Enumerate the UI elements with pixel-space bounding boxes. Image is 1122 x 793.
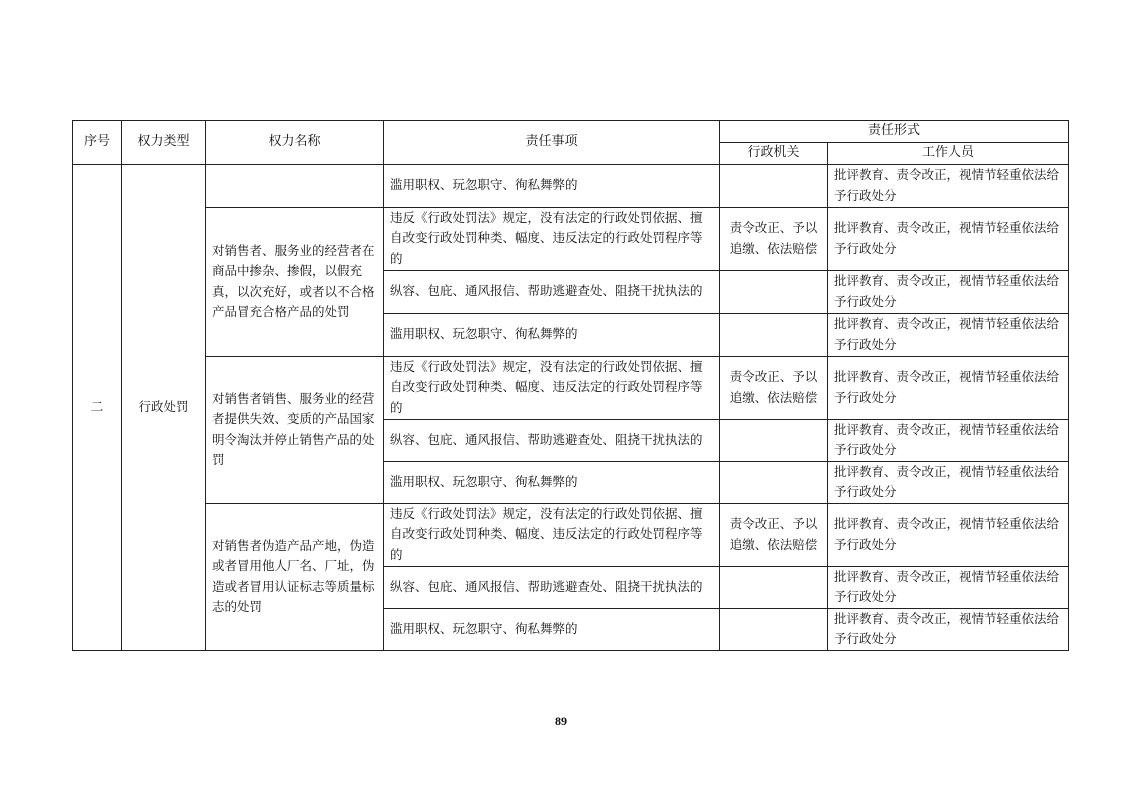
staff-cell: 批评教育、责令改正，视情节轻重依法给予行政处分	[828, 313, 1069, 356]
agency-cell: 责令改正、予以追缴、依法赔偿	[720, 207, 828, 270]
power-type-cell: 行政处罚	[122, 164, 206, 650]
header-form: 责任形式	[720, 121, 1069, 143]
power-name-cell: 对销售者销售、服务业的经营者提供失效、变质的产品国家明令淘汰并停止销售产品的处罚	[206, 356, 384, 503]
agency-cell	[720, 270, 828, 313]
header-seq: 序号	[73, 121, 122, 165]
staff-cell: 批评教育、责令改正，视情节轻重依法给予行政处分	[828, 164, 1069, 207]
duty-cell: 违反《行政处罚法》规定，没有法定的行政处罚依据、擅自改变行政处罚种类、幅度、违反法定的行政处罚程序等的	[384, 207, 720, 270]
staff-cell: 批评教育、责令改正，视情节轻重依法给予行政处分	[828, 356, 1069, 419]
duty-cell: 纵容、包庇、通风报信、帮助逃避查处、阻挠干扰执法的	[384, 270, 720, 313]
duty-cell: 滥用职权、玩忽职守、徇私舞弊的	[384, 164, 720, 207]
header-power-name: 权力名称	[206, 121, 384, 165]
table-row	[73, 207, 1069, 270]
staff-cell: 批评教育、责令改正，视情节轻重依法给予行政处分	[828, 503, 1069, 566]
header-duty: 责任事项	[384, 121, 720, 165]
agency-cell	[720, 461, 828, 503]
duty-cell: 纵容、包庇、通风报信、帮助逃避查处、阻挠干扰执法的	[384, 419, 720, 461]
duty-cell: 滥用职权、玩忽职守、徇私舞弊的	[384, 608, 720, 650]
header-power-type: 权力类型	[122, 121, 206, 165]
table-row	[73, 164, 1069, 207]
seq-cell: 二	[73, 164, 122, 650]
staff-cell: 批评教育、责令改正，视情节轻重依法给予行政处分	[828, 419, 1069, 461]
agency-cell: 责令改正、予以追缴、依法赔偿	[720, 356, 828, 419]
table-row	[73, 503, 1069, 566]
staff-cell: 批评教育、责令改正，视情节轻重依法给予行政处分	[828, 270, 1069, 313]
staff-cell: 批评教育、责令改正，视情节轻重依法给予行政处分	[828, 566, 1069, 608]
agency-cell	[720, 608, 828, 650]
table-row	[73, 356, 1069, 419]
agency-cell	[720, 313, 828, 356]
agency-cell: 责令改正、予以追缴、依法赔偿	[720, 503, 828, 566]
responsibility-table	[72, 120, 1069, 651]
header-agency: 行政机关	[720, 143, 828, 165]
power-name-cell: 对销售者伪造产品产地，伪造或者冒用他人厂名、厂址，伪造或者冒用认证标志等质量标志的处罚	[206, 503, 384, 650]
staff-cell: 批评教育、责令改正，视情节轻重依法给予行政处分	[828, 608, 1069, 650]
duty-cell: 违反《行政处罚法》规定，没有法定的行政处罚依据、擅自改变行政处罚种类、幅度、违反法定的行政处罚程序等的	[384, 503, 720, 566]
duty-cell: 滥用职权、玩忽职守、徇私舞弊的	[384, 313, 720, 356]
power-name-cell: 对销售者、服务业的经营者在商品中掺杂、掺假，以假充真，以次充好，或者以不合格产品冒充合格产品的处罚	[206, 207, 384, 356]
duty-cell: 纵容、包庇、通风报信、帮助逃避查处、阻挠干扰执法的	[384, 566, 720, 608]
power-name-cell	[206, 164, 384, 207]
duty-cell: 违反《行政处罚法》规定，没有法定的行政处罚依据、擅自改变行政处罚种类、幅度、违反法定的行政处罚程序等的	[384, 356, 720, 419]
page-number: 89	[555, 714, 567, 728]
staff-cell: 批评教育、责令改正，视情节轻重依法给予行政处分	[828, 461, 1069, 503]
header-staff: 工作人员	[828, 143, 1069, 165]
staff-cell: 批评教育、责令改正，视情节轻重依法给予行政处分	[828, 207, 1069, 270]
agency-cell	[720, 164, 828, 207]
agency-cell	[720, 419, 828, 461]
agency-cell	[720, 566, 828, 608]
duty-cell: 滥用职权、玩忽职守、徇私舞弊的	[384, 461, 720, 503]
